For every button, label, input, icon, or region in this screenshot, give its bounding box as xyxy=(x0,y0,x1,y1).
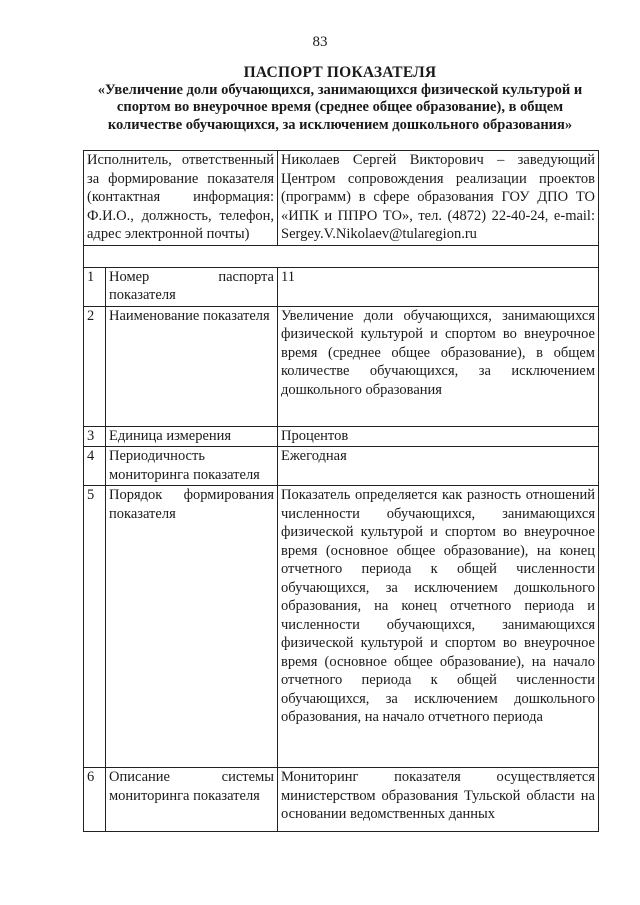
table-row xyxy=(84,306,599,426)
row-number: 5 xyxy=(84,486,106,768)
row-value: Процентов xyxy=(278,426,599,447)
row-number: 4 xyxy=(84,447,106,486)
row-number: 1 xyxy=(84,267,106,306)
table-row xyxy=(84,426,599,447)
spacer-row xyxy=(84,245,599,267)
executor-row xyxy=(84,151,599,246)
executor-label: Исполнитель, ответственный за формирование показателя (контактная информация: Ф.И.О., должность, телефон, адрес электронной почты) xyxy=(84,151,278,246)
row-value: Увеличение доли обучающихся, занимающихся физической культурой и спортом во внеурочное время (среднее общее образование), в общем количестве обучающихся, за исключением дошкольного образования xyxy=(278,306,599,426)
row-value: 11 xyxy=(278,267,599,306)
passport-heading: ПАСПОРТ ПОКАЗАТЕЛЯ xyxy=(243,64,437,81)
executor-value: Николаев Сергей Викторович – заведующий Центром сопровождения реализации проектов (программ) в сфере образования ГОУ ДПО ТО «ИПК и ППРО ТО», тел. (4872) 22-40-24, e-mail: Sergey.V.Nikolaev@tularegion.ru xyxy=(278,151,599,246)
row-value: Ежегодная xyxy=(278,447,599,486)
passport-table xyxy=(83,150,599,832)
row-label: Порядок формирования показателя xyxy=(106,486,278,768)
table-row xyxy=(84,267,599,306)
spacer-cell xyxy=(84,245,599,267)
table-row xyxy=(84,486,599,768)
row-label: Номер паспорта показателя xyxy=(106,267,278,306)
row-number: 3 xyxy=(84,426,106,447)
row-label: Наименование показателя xyxy=(106,306,278,426)
row-number: 2 xyxy=(84,306,106,426)
table-row xyxy=(84,768,599,832)
row-label: Единица измерения xyxy=(106,426,278,447)
row-label: Периодичность мониторинга показателя xyxy=(106,447,278,486)
row-number: 6 xyxy=(84,768,106,832)
row-value: Показатель определяется как разность отношений численности обучающихся, занимающихся физической культурой и спортом во внеурочное время (основное общее образование), на конец отчетного периода к общей численности обучающихся, за исключением дошкольного образования, на конец отчетного периода и численности обучающихся, занимающихся физической культурой и спортом во внеурочное время (основное общее образование), на начало отчетного периода к общей численности обучающихся, за исключением дошкольного образования, на начало отчетного периода xyxy=(278,486,599,768)
document-title xyxy=(80,64,600,134)
indicator-name-title: «Увеличение доли обучающихся, занимающихся физической культурой и спортом во внеурочное время (среднее общее образование), в общем количестве обучающихся, за исключением дошкольного образования» xyxy=(97,81,583,133)
table-row xyxy=(84,447,599,486)
row-value: Мониторинг показателя осуществляется министерством образования Тульской области на основании ведомственных данных xyxy=(278,768,599,832)
page-number: 83 xyxy=(312,34,328,50)
row-label: Описание системы мониторинга показателя xyxy=(106,768,278,832)
